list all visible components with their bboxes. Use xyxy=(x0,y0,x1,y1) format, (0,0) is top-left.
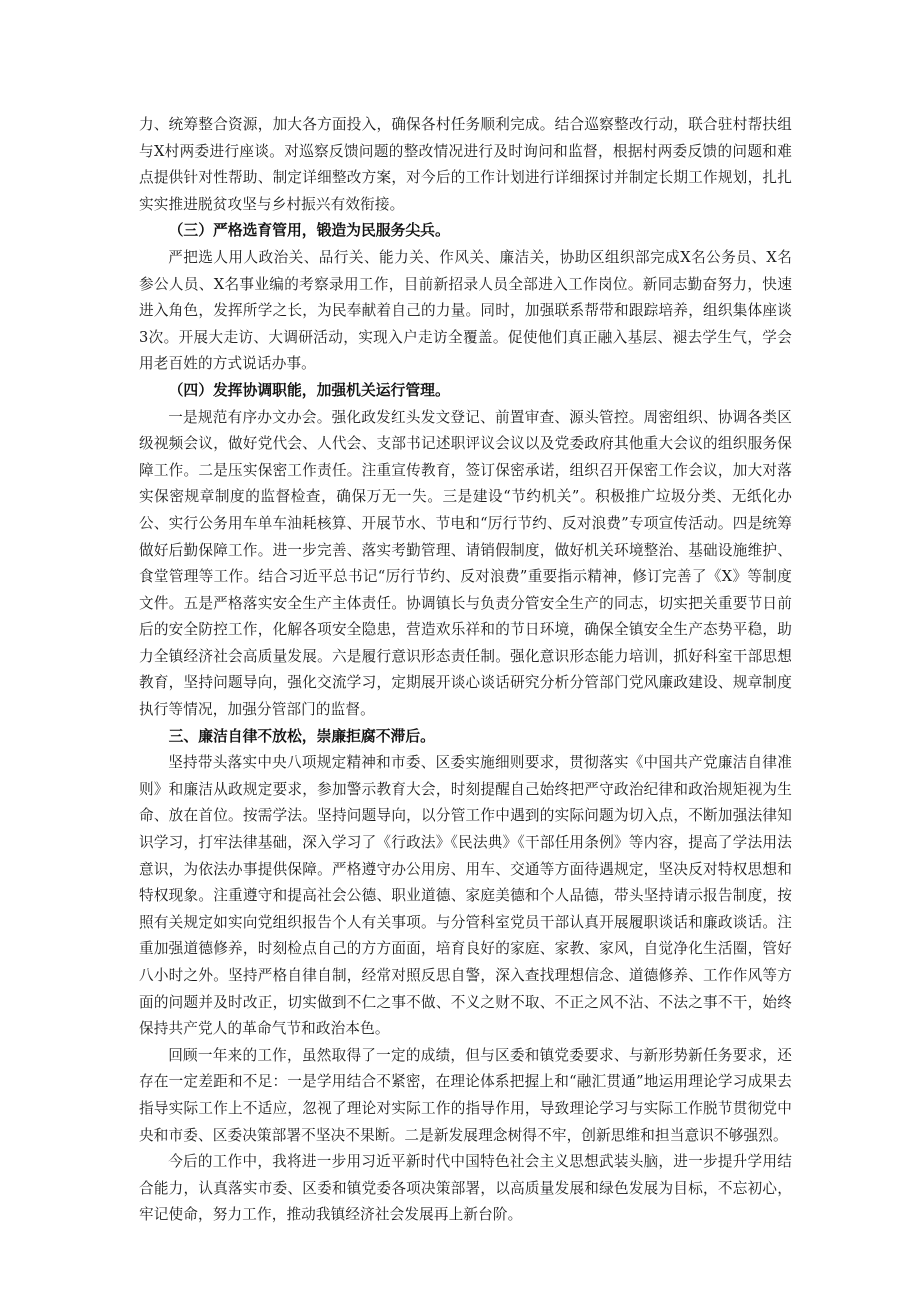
section-heading-integrity: 三、廉洁自律不放松，崇廉拒腐不滞后。 xyxy=(168,727,435,745)
paragraph-continuation: 力、统筹整合资源，加大各方面投入，确保各村任务顺利完成。结合巡察整改行动，联合驻村帮扶组与X村两委进行座谈。对巡察反馈问题的整改情况进行及时询问和监督，根据村两委反馈的问题和难点提供针对性帮助、制定详细整改方案，对今后的工作计划进行详细探讨并制定长期工作规划，扎扎实实推进脱贫攻坚与乡村振兴有效衔接。 xyxy=(139,116,792,213)
document-page xyxy=(139,112,792,1229)
paragraph-integrity: 坚持带头落实中央八项规定精神和市委、区委实施细则要求，贯彻落实《中国共产党廉洁自律准则》和廉洁从政规定要求，参加警示教育大会，时刻提醒自己始终把严守政治纪律和政治规矩视为生命、放在首位。按需学法。坚持问题导向，以分管工作中遇到的实际问题为切入点，不断加强法律知识学习，打牢法律基础，深入学习了《行政法》《民法典》《干部任用条例》等内容，提高了学法用法意识，为依法办事提供保障。严格遵守办公用房、用车、交通等方面待遇规定，坚决反对特权思想和特权现象。注重遵守和提高社会公德、职业道德、家庭美德和个人品德，带头坚持请示报告制度，按照有关规定如实向党组织报告个人有关事项。与分管科室党员干部认真开展履职谈话和廉政谈话。注重加强道德修养，时刻检点自己的方方面面，培育良好的家庭、家教、家风，自觉净化生活圈，管好八小时之外。坚持严格自律自制，经常对照反思自警，深入查找理想信念、道德修养、工作作风等方面的问题并及时改正，切实做到不仁之事不做、不义之财不取、不正之风不沾、不法之事不干，始终保持共产党人的革命气节和政治本色。 xyxy=(139,754,792,1038)
section-heading-3: （三）严格选育管用，锻造为民服务尖兵。 xyxy=(168,222,450,240)
paragraph-office-operations: 一是规范有序办文办会。强化政发红头发文登记、前置审查、源头管控。周密组织、协调各类区级视频会议，做好党代会、人代会、支部书记述职评议会议以及党委政府其他重大会议的组织服务保障工作。二是压实保密工作责任。注重宣传教育，签订保密承诺，组织召开保密工作会议，加大对落实保密规章制度的监督检查，确保万无一失。三是建设“节约机关”。积极推广垃圾分类、无纸化办公、实行公务用车单车油耗核算、开展节水、节电和“厉行节约、反对浪费”专项宣传活动。四是统筹做好后勤保障工作。进一步完善、落实考勤管理、请销假制度，做好机关环境整治、基础设施维护、食堂管理等工作。结合习近平总书记“厉行节约、反对浪费”重要指示精神，修订完善了《X》等制度文件。五是严格落实安全生产主体责任。协调镇长与负责分管安全生产的同志，切实把关重要节日前后的安全防控工作，化解各项安全隐患，营造欢乐祥和的节日环境，确保全镇安全生产态势平稳，助力全镇经济社会高质量发展。六是履行意识形态责任制。强化意识形态能力培训，抓好科室干部思想教育，坚持问题导向，强化交流学习，定期展开谈心谈话研究分析分管部门党风廉政建设、规章制度执行等情况，加强分管部门的监督。 xyxy=(139,408,792,719)
section-heading-4: （四）发挥协调职能，加强机关运行管理。 xyxy=(168,381,450,399)
paragraph-review-shortcomings: 回顾一年来的工作，虽然取得了一定的成绩，但与区委和镇党委要求、与新形势新任务要求，还存在一定差距和不足：一是学用结合不紧密，在理论体系把握上和“融汇贯通”地运用理论学习成果去指导实际工作上不适应，忽视了理论对实际工作的指导作用，导致理论学习与实际工作脱节贯彻党中央和市委、区委决策部署不坚决不果断。二是新发展理念树得不牢，创新思维和担当意识不够强烈。 xyxy=(139,1046,792,1144)
paragraph-selection-management: 严把选人用人政治关、品行关、能力关、作风关、廉洁关，协助区组织部完成X名公务员、X名参公人员、X名事业编的考察录用工作，目前新招录人员全部进入工作岗位。新同志勤奋努力，快速进入角色，发挥所学之长，为民奉献着自己的力量。同时，加强联系帮带和跟踪培养，组织集体座谈3次。开展大走访、大调研活动，实现入户走访全覆盖。促使他们真正融入基层、褪去学生气，学会用老百姓的方式说话办事。 xyxy=(139,248,792,373)
paragraph-future-work: 今后的工作中，我将进一步用习近平新时代中国特色社会主义思想武装头脑，进一步提升学用结合能力，认真落实市委、区委和镇党委各项决策部署，以高质量发展和绿色发展为目标，不忘初心，牢记使命，努力工作，推动我镇经济社会发展再上新台阶。 xyxy=(139,1153,792,1224)
